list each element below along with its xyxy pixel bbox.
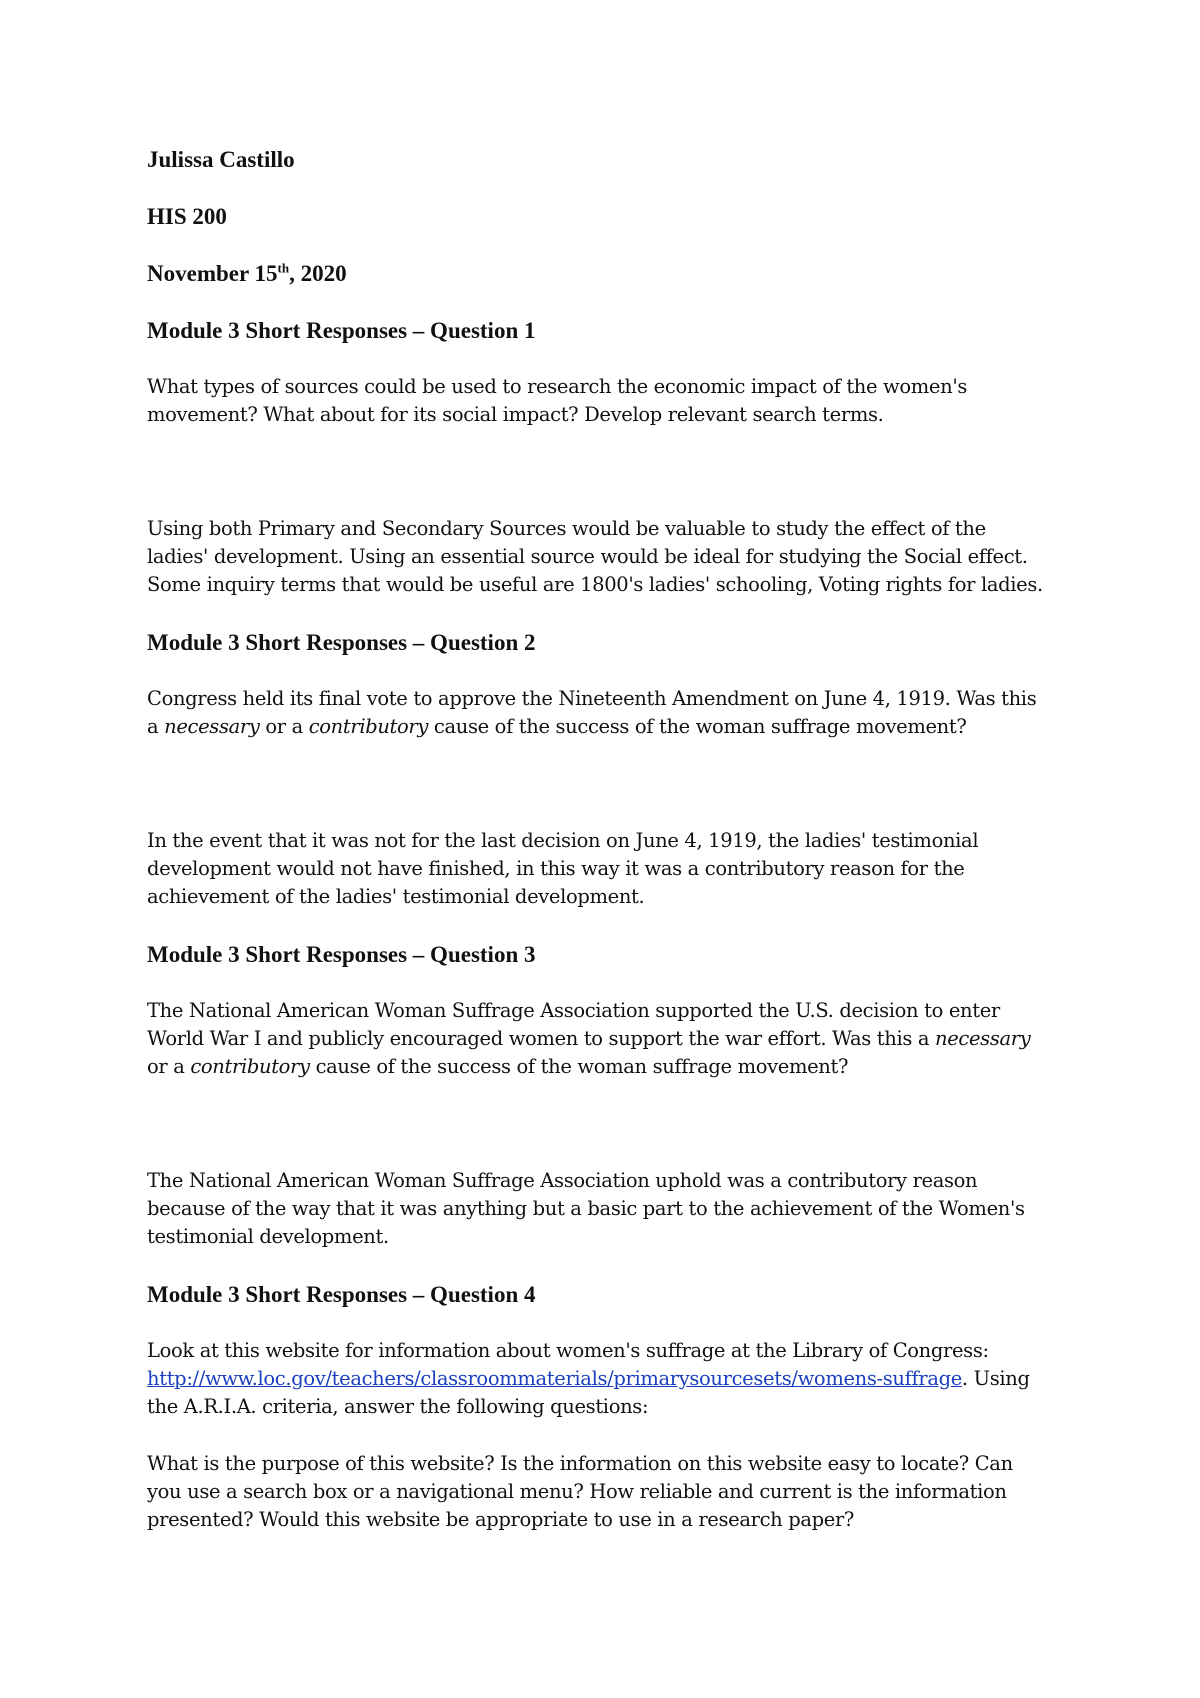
q2-prompt-text: or a (259, 715, 309, 738)
q1-prompt-line-1: What types of sources could be used to research the economic impact of the women's (147, 375, 967, 398)
q3-prompt-line-1: The National American Woman Suffrage Association supported the U.S. decision to enter (147, 999, 1000, 1022)
q1-answer-line-3: Some inquiry terms that would be useful are 1800's ladies' schooling, Voting rights for ladies. (147, 573, 1043, 596)
date-suffix: th (277, 260, 290, 276)
q3-answer-line-3: testimonial development. (147, 1225, 389, 1248)
q2-answer-line-3: achievement of the ladies' testimonial development. (147, 885, 645, 908)
q2-answer-line-2: development would not have finished, in this way it was a contributory reason for the (147, 857, 965, 880)
date-month-day: November 15 (147, 261, 278, 286)
q4-prompt-line-3: the A.R.I.A. criteria, answer the following questions: (147, 1395, 649, 1418)
q1-answer-line-1: Using both Primary and Secondary Sources would be valuable to study the effect of the (147, 517, 986, 540)
q2-heading: Module 3 Short Responses – Question 2 (147, 630, 536, 655)
q3-prompt-emphasis-necessary: necessary (935, 1027, 1031, 1050)
loc-womens-suffrage-link[interactable]: http://www.loc.gov/teachers/classroommaterials/primarysourcesets/womens-suffrage (147, 1367, 962, 1390)
q3-prompt-line-3 (147, 1053, 848, 1081)
q2-prompt-text: cause of the success of the woman suffrage movement? (428, 715, 967, 738)
q2-answer-line-1: In the event that it was not for the last decision on June 4, 1919, the ladies' testimonial (147, 829, 979, 852)
q3-prompt-line-2 (147, 1025, 1030, 1053)
q2-prompt-emphasis-necessary: necessary (164, 715, 260, 738)
q3-prompt-text: or a (147, 1055, 191, 1078)
q1-prompt-line-2: movement? What about for its social impact? Develop relevant search terms. (147, 403, 884, 426)
q2-prompt-emphasis-contributory: contributory (308, 715, 429, 738)
q1-answer-line-2: ladies' development. Using an essential source would be ideal for studying the Social effect. (147, 545, 1028, 568)
q3-heading: Module 3 Short Responses – Question 3 (147, 942, 536, 967)
q2-prompt-line-1: Congress held its final vote to approve the Nineteenth Amendment on June 4, 1919. Was this (147, 687, 1037, 710)
q4-prompt-line-2 (147, 1365, 1030, 1393)
q4-prompt-text: . Using (961, 1367, 1030, 1390)
course-code: HIS 200 (147, 204, 227, 229)
submission-date (147, 260, 347, 288)
q3-answer-line-2: because of the way that it was anything but a basic part to the achievement of the Women's (147, 1197, 1025, 1220)
q1-heading: Module 3 Short Responses – Question 1 (147, 318, 536, 343)
q4-question-line-3: presented? Would this website be appropriate to use in a research paper? (147, 1508, 855, 1531)
q4-question-line-2: you use a search box or a navigational menu? How reliable and current is the information (147, 1480, 1007, 1503)
q4-prompt-line-1: Look at this website for information about women's suffrage at the Library of Congress: (147, 1339, 989, 1362)
q2-prompt-text: a (147, 715, 165, 738)
q4-question-line-1: What is the purpose of this website? Is the information on this website easy to locate? Can (147, 1452, 1013, 1475)
q3-answer-line-1: The National American Woman Suffrage Association uphold was a contributory reason (147, 1169, 978, 1192)
q3-prompt-text: cause of the success of the woman suffrage movement? (309, 1055, 849, 1078)
author-name: Julissa Castillo (147, 147, 295, 172)
q2-prompt-line-2 (147, 713, 966, 741)
q4-heading: Module 3 Short Responses – Question 4 (147, 1282, 536, 1307)
q3-prompt-emphasis-contributory: contributory (190, 1055, 310, 1078)
q3-prompt-text: World War I and publicly encouraged women to support the war effort. Was this a (147, 1027, 936, 1050)
date-year: , 2020 (289, 261, 347, 286)
